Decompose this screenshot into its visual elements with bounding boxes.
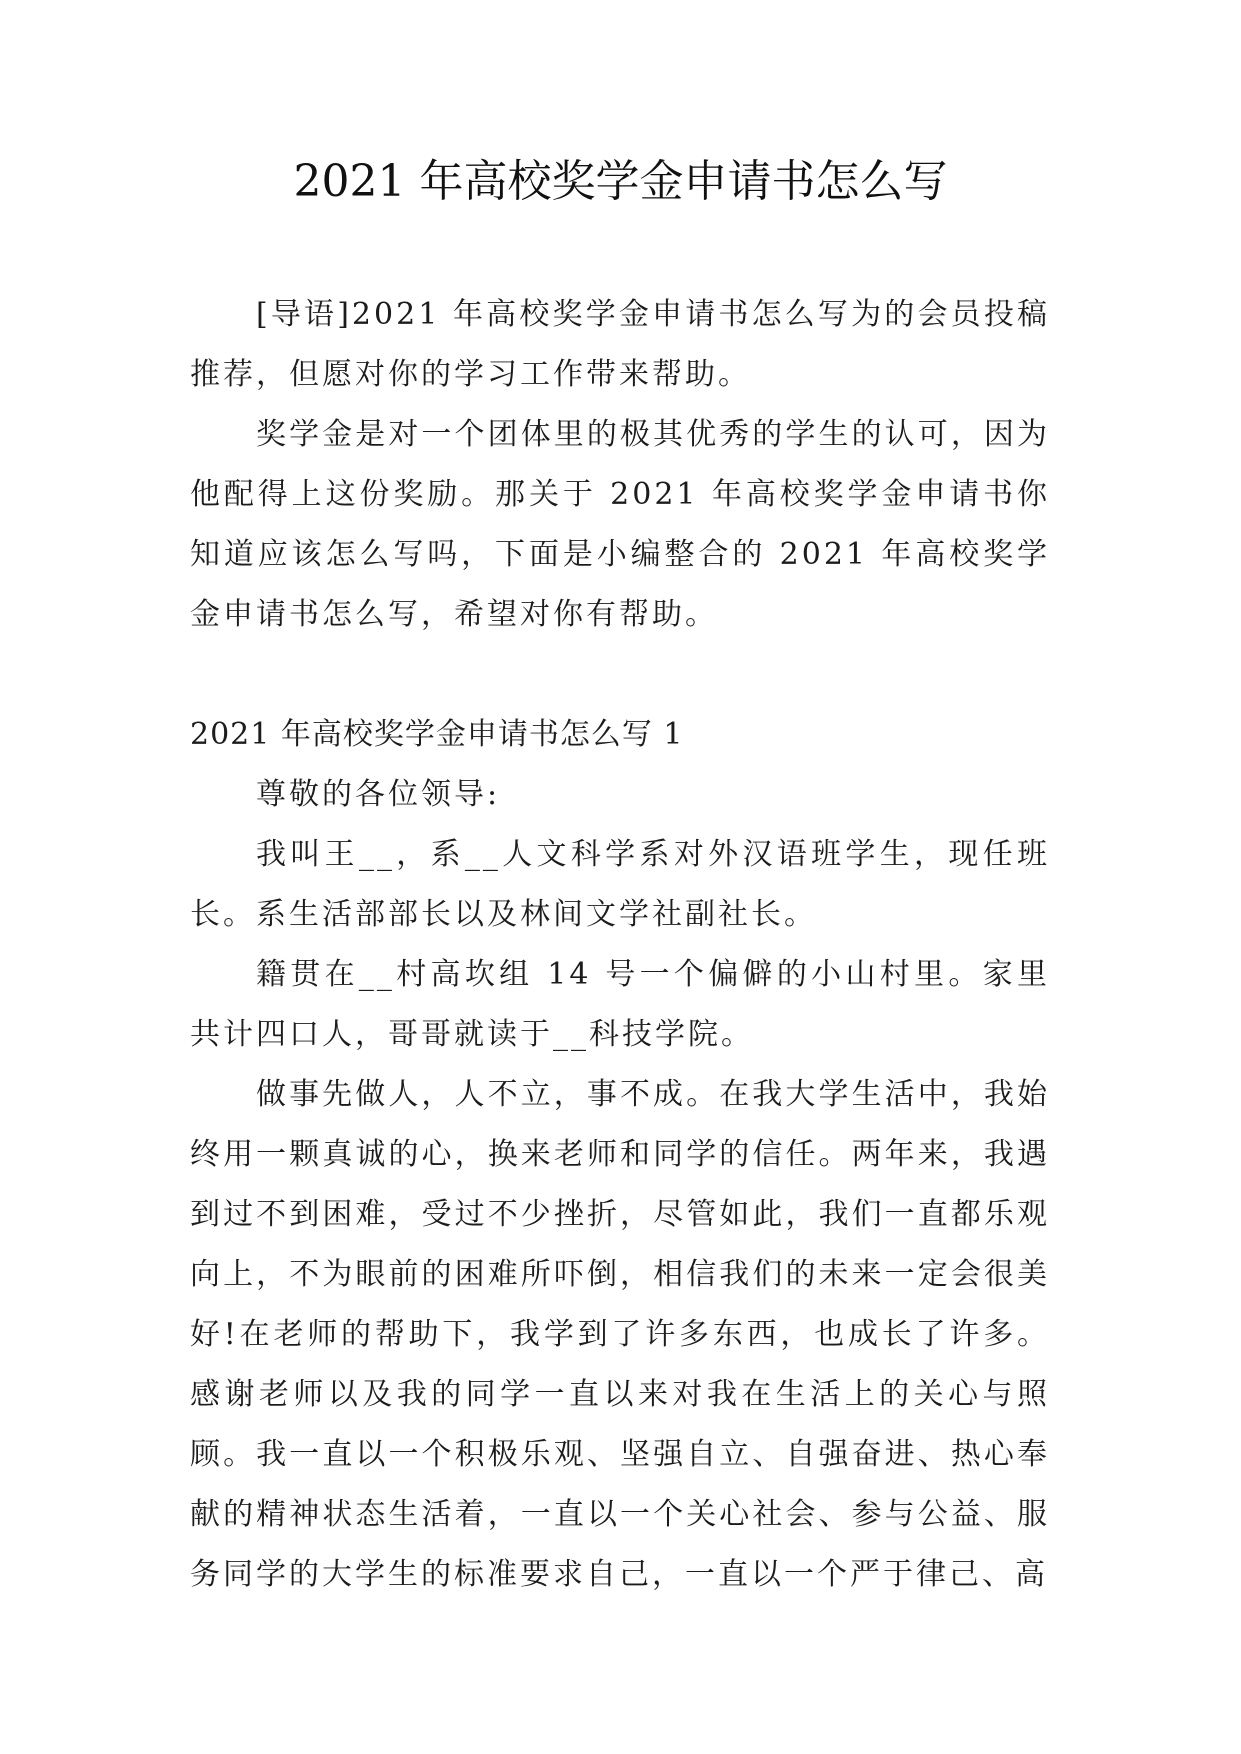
section-heading: 2021 年高校奖学金申请书怎么写 1 [190, 717, 684, 752]
body-paragraph-1: 我叫王__，系__人文科学系对外汉语班学生，现任班长。系生活部部长以及林间文学社副社长。 [190, 837, 1050, 932]
intro-paragraph-2: 奖学金是对一个团体里的极其优秀的学生的认可，因为他配得上这份奖励。那关于 2021 年高校奖学金申请书你知道应该怎么写吗，下面是小编整合的 2021 年高校奖学金申请书怎么写，希望对你有帮助。 [190, 417, 1050, 632]
intro-paragraph-1: [导语]2021 年高校奖学金申请书怎么写为的会员投稿推荐，但愿对你的学习工作带来帮助。 [190, 297, 1050, 392]
document-body [190, 285, 1050, 1605]
page-title: 2021 年高校奖学金申请书怎么写 [293, 156, 948, 207]
salutation-paragraph: 尊敬的各位领导: [256, 777, 501, 812]
section-spacer [190, 645, 1050, 705]
body-paragraph-2: 籍贯在__村高坎组 14 号一个偏僻的小山村里。家里共计四口人，哥哥就读于__科技学院。 [190, 957, 1050, 1052]
body-paragraph-3: 做事先做人，人不立，事不成。在我大学生活中，我始终用一颗真诚的心，换来老师和同学的信任。两年来，我遇到过不到困难，受过不少挫折，尽管如此，我们一直都乐观向上，不为眼前的困难所吓倒，相信我们的未来一定会很美好!在老师的帮助下，我学到了许多东西，也成长了许多。感谢老师以及我的同学一直以来对我在生活上的关心与照顾。我一直以一个积极乐观、坚强自立、自强奋进、热心奉献的精神状态生活着，一直以一个关心社会、参与公益、服务同学的大学生的标准要求自己，一直以一个严于律己、高 [190, 1077, 1050, 1592]
